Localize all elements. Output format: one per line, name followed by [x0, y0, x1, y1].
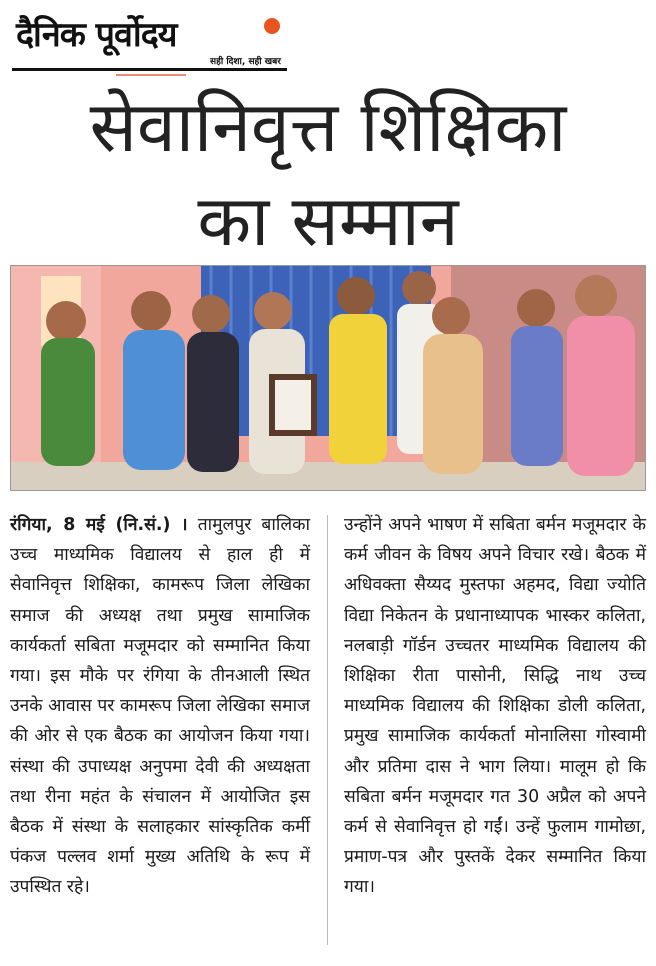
headline-line-1: सेवानिवृत्त शिक्षिका	[89, 86, 567, 168]
newspaper-name: दैनिक पूर्वोदय	[16, 15, 177, 55]
article-column-1	[10, 510, 310, 903]
masthead-subrule	[116, 74, 186, 76]
newspaper-tagline: सही दिशा, सही खबर	[210, 57, 281, 67]
article-column-2-text: उन्होंने अपने भाषण में सबिता बर्मन मजूमदार के कर्म जीवन के विषय अपने विचार रखे। बैठक में अधिवक्ता सैय्यद मुस्तफा अहमद, विद्या ज्योति विद्या निकेतन के प्रधानाध्यापक भास्कर कलिता, नलबाड़ी गॉर्डन उच्चतर माध्यमिक विद्यालय की शिक्षिका रीता पासोनी, सिद्धि नाथ उच्च माध्यमिक विद्यालय की शिक्षिका डोली कलिता, प्रमुख सामाजिक कार्यकर्ता मोनालिसा गोस्वामी और प्रतिमा दास ने भाग लिया। मालूम हो कि सबिता बर्मन मजूमदार गत 30 अप्रैल को अपने कर्म से सेवानिवृत्त हो गईं। उन्हें फुलाम गामोछा, प्रमाण-पत्र और पुस्तकें देकर सम्मानित किया गया।	[344, 515, 646, 898]
article-dateline: रंगिया, 8 मई (नि.सं.) ।	[10, 515, 188, 535]
photo-illustration	[11, 266, 645, 490]
logo-dot-icon	[264, 18, 280, 34]
article-column-2	[344, 510, 646, 903]
article-column-1-text: तामुलपुर बालिका उच्च माध्यमिक विद्यालय से हाल ही में सेवानिवृत्त शिक्षिका, कामरूप जिला लेखिका समाज की अध्यक्ष तथा प्रमुख सामाजिक कार्यकर्ता सबिता मजूमदार को सम्मानित किया गया। इस मौके पर रंगिया के तीनआली स्थित उनके आवास पर कामरूप जिला लेखिका समाज की ओर से एक बैठक का आयोजन किया गया। संस्था की उपाध्यक्ष अनुपमा देवी की अध्यक्षता तथा रीना महंत के संचालन में आयोजित इस बैठक में संस्था के सलाहकार सांस्कृतिक कर्मी पंकज पल्लव शर्मा मुख्य अतिथि के रूप में उपस्थित रहे।	[10, 515, 310, 898]
masthead	[12, 8, 287, 74]
headline-line-2: का सम्मान	[197, 180, 459, 262]
column-divider	[327, 515, 328, 945]
masthead-rule	[12, 68, 287, 71]
news-photo	[10, 265, 646, 491]
